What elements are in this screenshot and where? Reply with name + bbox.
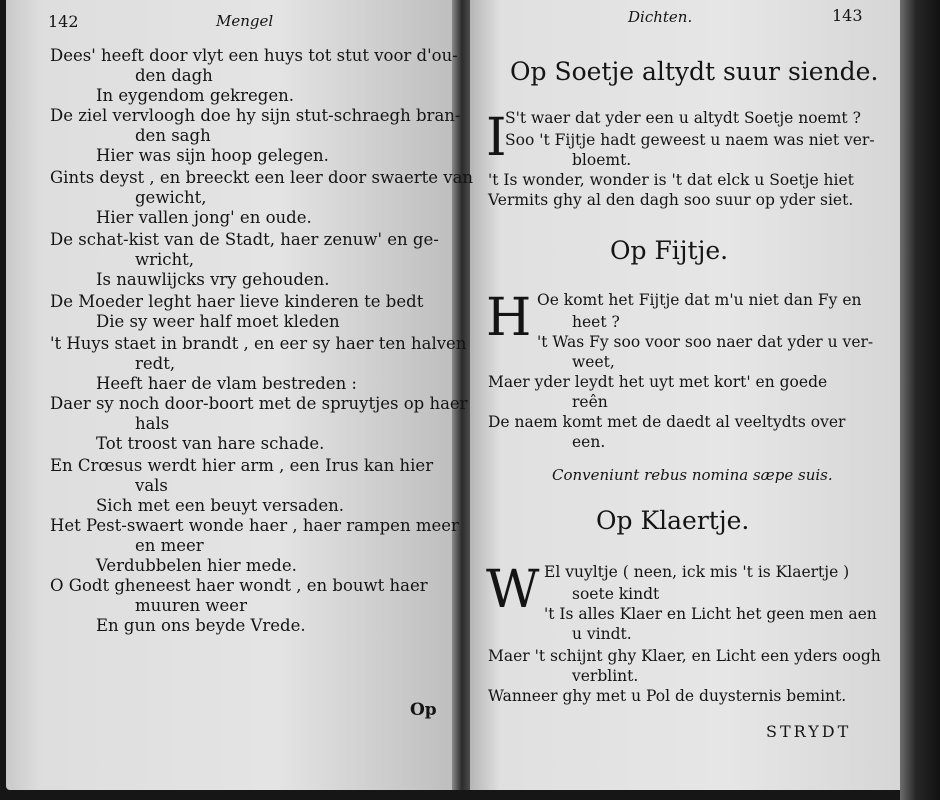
poem-line: S't waer dat yder een u altydt Soetje noemt ? [505,109,861,127]
poem-line: O Godt gheneest haer wondt , en bouwt haer [50,576,428,595]
poem-line: 't Is wonder, wonder is 't dat elck u Soetje hiet [488,171,854,189]
poem-line: den dagh [135,66,213,85]
drop-cap: W [486,560,540,620]
poem-line: 't Huys staet in brandt , en eer sy haer ten halven [50,334,467,353]
poem-line: Gints deyst , en breeckt een leer door swaerte van [50,168,474,187]
poem-line: Die sy weer half moet kleden [96,312,340,331]
poem-line: Dees' heeft door vlyt een huys tot stut voor d'ou- [50,46,458,65]
poem-line: De ziel vervloogh doe hy sijn stut-schraegh bran- [50,106,461,125]
poem-line: Het Pest-swaert wonde haer , haer rampen meer [50,516,459,535]
poem-line: bloemt. [572,151,632,169]
poem-line: soete kindt [572,585,660,603]
poem-line: 't Was Fy soo voor soo naer dat yder u ver- [537,333,874,351]
poem-line: Maer yder leydt het uyt met kort' en goede [488,373,828,391]
show-through-smudge [66,700,70,715]
poem-line: Maer 't schijnt ghy Klaer, en Licht een yders oogh [488,647,881,665]
poem-line: En Crœsus werdt hier arm , een Irus kan hier [50,456,434,475]
page-number-left: 142 [48,12,79,31]
running-head-left: Mengel [216,12,274,30]
poem-line: wricht, [135,250,195,269]
poem-line: De schat-kist van de Stadt, haer zenuw' en ge- [50,230,439,249]
book-edge [900,0,940,800]
poem-line: En gun ons beyde Vrede. [96,616,306,635]
poem-line: u vindt. [572,625,632,643]
poem-line: In eygendom gekregen. [96,86,294,105]
poem-line: gewicht, [135,188,207,207]
poem-line: heet ? [572,313,620,331]
poem-line: Wanneer ghy met u Pol de duysternis bemint. [488,687,847,705]
drop-cap: I [486,108,507,168]
poem-line: De naem komt met de daedt al veeltydts over [488,413,846,431]
page-number-right: 143 [832,6,863,25]
poem-line: Soo 't Fijtje hadt geweest u naem was niet ver- [505,131,875,149]
poem-line: reên [572,393,608,411]
latin-motto: Conveniunt rebus nomina sæpe suis. [552,466,833,484]
poem-line: verblint. [572,667,639,685]
poem-line: redt, [135,354,176,373]
poem-line: Hier vallen jong' en oude. [96,208,312,227]
poem-line: Oe komt het Fijtje dat m'u niet dan Fy en [537,291,862,309]
poem-line: weet, [572,353,615,371]
poem-line: hals [135,414,170,433]
poem-line: Hier was sijn hoop gelegen. [96,146,329,165]
poem-line: muuren weer [135,596,247,615]
poem-line: Daer sy noch door-boort met de spruytjes op haer [50,394,468,413]
poem-line: El vuyltje ( neen, ick mis 't is Klaertje ) [544,563,850,581]
poem-title: Op Fijtje. [610,236,729,265]
drop-cap: H [486,288,532,348]
poem-title: Op Soetje altydt suur siende. [510,57,879,86]
catchword-right: STRYDT [766,722,852,741]
poem-line: 't Is alles Klaer en Licht het geen men aen [544,605,877,623]
poem-line: Tot troost van hare schade. [96,434,325,453]
poem-line: Verdubbelen hier mede. [96,556,297,575]
poem-line: en meer [135,536,204,555]
poem-line: De Moeder leght haer lieve kinderen te bedt [50,292,424,311]
catchword-left: Op [410,700,437,720]
poem-line: vals [135,476,168,495]
running-head-right: Dichten. [628,8,693,26]
poem-line: Is nauwlijcks vry gehouden. [96,270,330,289]
poem-line: Heeft haer de vlam bestreden : [96,374,357,393]
poem-title: Op Klaertje. [596,506,750,535]
poem-line: een. [572,433,606,451]
poem-line: den sagh [135,126,211,145]
poem-line: Sich met een beuyt versaden. [96,496,345,515]
poem-line: Vermits ghy al den dagh soo suur op yder siet. [488,191,854,209]
